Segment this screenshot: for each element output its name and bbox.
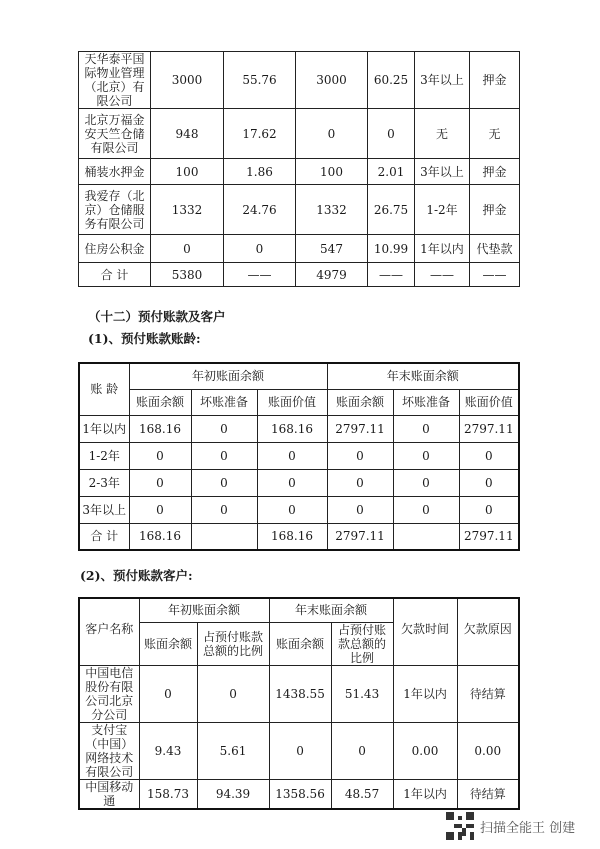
table-cell: 0	[393, 442, 459, 469]
table-cell: 0	[269, 722, 331, 779]
total-label: 合 计	[79, 263, 151, 287]
table-cell: 0	[257, 496, 327, 523]
column-header: 占预付账款总额的比例	[331, 622, 393, 665]
table-row	[79, 159, 520, 185]
row-header: 账 龄	[79, 363, 129, 415]
table-cell: 547	[296, 235, 368, 263]
group-header-start: 年初账面余额	[129, 363, 327, 389]
column-header: 占预付账款总额的比例	[197, 622, 269, 665]
column-header: 账面余额	[269, 622, 331, 665]
table-cell: 押金	[470, 159, 520, 185]
table-cell: 948	[151, 109, 224, 159]
brand-text: 扫描全能王 创建	[480, 820, 576, 836]
column-header: 客户名称	[79, 622, 139, 665]
table-cell: 168.16	[129, 523, 191, 550]
table-cell: 0	[459, 469, 519, 496]
table-cell: 0	[257, 442, 327, 469]
table-cell: 0	[331, 722, 393, 779]
table-cell: 0	[257, 469, 327, 496]
table-subheader-row	[79, 389, 519, 415]
table-cell: 无	[415, 109, 470, 159]
table-cell: 10.99	[368, 235, 415, 263]
customer-name: 我爱存（北京）仓储服务有限公司	[79, 185, 151, 235]
table-cell: 94.39	[197, 779, 269, 809]
table-cell: 100	[151, 159, 224, 185]
table-cell: 3年以上	[415, 52, 470, 109]
table-cell: 9.43	[139, 722, 197, 779]
group-header-end: 年末账面余额	[327, 363, 519, 389]
table-cell: 1年以内	[415, 235, 470, 263]
table-cell: ——	[415, 263, 470, 287]
column-header: 账面价值	[257, 389, 327, 415]
table-cell: 待结算	[457, 665, 519, 722]
table-cell	[191, 523, 257, 550]
table-cell: 押金	[470, 185, 520, 235]
table-cell: 0	[191, 415, 257, 442]
table-row	[79, 469, 519, 496]
table-cell: 0	[393, 469, 459, 496]
table-subheader-row	[79, 622, 519, 665]
table-cell: 100	[296, 159, 368, 185]
column-header: 坏账准备	[191, 389, 257, 415]
blank-cell	[457, 598, 519, 622]
table-cell: 168.16	[129, 415, 191, 442]
blank-cell	[393, 598, 457, 622]
table-cell: 0	[191, 469, 257, 496]
table-cell: 0	[327, 442, 393, 469]
aging-title: (1)、预付账款账龄:	[88, 331, 201, 346]
section-title: （十二）预付账款及客户	[88, 309, 226, 324]
table-row-total	[79, 263, 520, 287]
table-cell: 24.76	[224, 185, 296, 235]
table-cell: 0	[327, 496, 393, 523]
scanner-watermark	[446, 812, 575, 840]
table-cell: 48.57	[331, 779, 393, 809]
table-row	[79, 779, 519, 809]
aging-table	[78, 362, 520, 551]
customer-name: 支付宝（中国）网络技术有限公司	[79, 722, 139, 779]
customers-title: (2)、预付账款客户:	[80, 568, 193, 583]
table-cell: 60.25	[368, 52, 415, 109]
row-label: 2-3年	[79, 469, 129, 496]
table-cell: 0	[459, 442, 519, 469]
table-row	[79, 665, 519, 722]
table-cell: 2797.11	[327, 415, 393, 442]
table-cell: 55.76	[224, 52, 296, 109]
table-cell: 0.00	[393, 722, 457, 779]
table-cell: 2797.11	[459, 415, 519, 442]
table-cell: 3000	[296, 52, 368, 109]
table-row	[79, 415, 519, 442]
table-cell: 1332	[296, 185, 368, 235]
table-row	[79, 185, 520, 235]
table-cell: 1年以内	[393, 779, 457, 809]
column-header: 账面价值	[459, 389, 519, 415]
customers-table	[78, 597, 520, 810]
column-header: 账面余额	[139, 622, 197, 665]
table-cell: 51.43	[331, 665, 393, 722]
deposits-table	[78, 51, 520, 287]
total-label: 合 计	[79, 523, 129, 550]
row-label: 1-2年	[79, 442, 129, 469]
table-cell: 1.86	[224, 159, 296, 185]
table-cell: 代垫款	[470, 235, 520, 263]
table-cell: 0	[393, 415, 459, 442]
qr-code-icon	[446, 812, 474, 840]
table-cell: 5380	[151, 263, 224, 287]
table-cell: 0	[151, 235, 224, 263]
table-row	[79, 442, 519, 469]
table-cell: 2797.11	[459, 523, 519, 550]
table-cell: 0	[129, 442, 191, 469]
column-header: 坏账准备	[393, 389, 459, 415]
customer-name: 中国移动通	[79, 779, 139, 809]
table-cell: 2.01	[368, 159, 415, 185]
column-header: 账面余额	[327, 389, 393, 415]
table-cell: 1年以内	[393, 665, 457, 722]
group-header-start: 年初账面余额	[139, 598, 269, 622]
table-cell: 待结算	[457, 779, 519, 809]
table-cell: 0	[129, 469, 191, 496]
table-cell: 0	[197, 665, 269, 722]
table-row	[79, 109, 520, 159]
table-row	[79, 52, 520, 109]
table-cell: 0	[393, 496, 459, 523]
table-header-row	[79, 598, 519, 622]
table-cell: ——	[224, 263, 296, 287]
table-cell: 无	[470, 109, 520, 159]
table-cell: 168.16	[257, 523, 327, 550]
table-cell: 4979	[296, 263, 368, 287]
table-cell: 158.73	[139, 779, 197, 809]
customer-name: 中国电信股份有限公司北京分公司	[79, 665, 139, 722]
table-cell: 1-2年	[415, 185, 470, 235]
row-label: 3年以上	[79, 496, 129, 523]
group-header-end: 年末账面余额	[269, 598, 393, 622]
table-cell: ——	[470, 263, 520, 287]
table-cell: 3年以上	[415, 159, 470, 185]
table-cell: 2797.11	[327, 523, 393, 550]
column-header: 账面余额	[129, 389, 191, 415]
customer-name: 住房公积金	[79, 235, 151, 263]
table-cell: 168.16	[257, 415, 327, 442]
table-cell	[393, 523, 459, 550]
table-cell: 0	[327, 469, 393, 496]
table-row-total	[79, 523, 519, 550]
table-cell: 0	[459, 496, 519, 523]
table-cell: 26.75	[368, 185, 415, 235]
row-label: 1年以内	[79, 415, 129, 442]
table-cell: 0	[368, 109, 415, 159]
table-cell: 3000	[151, 52, 224, 109]
table-row	[79, 722, 519, 779]
table-cell: 1332	[151, 185, 224, 235]
table-cell: 0	[296, 109, 368, 159]
customer-name: 桶装水押金	[79, 159, 151, 185]
table-cell: 0	[129, 496, 191, 523]
table-cell: 1438.55	[269, 665, 331, 722]
table-cell: 0	[191, 442, 257, 469]
customer-name: 天华泰平国际物业管理（北京）有限公司	[79, 52, 151, 109]
table-header-row	[79, 363, 519, 389]
table-cell: 1358.56	[269, 779, 331, 809]
column-header: 欠款时间	[393, 622, 457, 665]
column-header: 欠款原因	[457, 622, 519, 665]
table-cell: 0	[139, 665, 197, 722]
table-cell: 17.62	[224, 109, 296, 159]
customer-name: 北京万福金安天竺仓储有限公司	[79, 109, 151, 159]
table-cell: 0.00	[457, 722, 519, 779]
blank-cell	[79, 598, 139, 622]
table-cell: 5.61	[197, 722, 269, 779]
table-cell: 0	[191, 496, 257, 523]
table-cell: ——	[368, 263, 415, 287]
table-cell: 押金	[470, 52, 520, 109]
table-row	[79, 235, 520, 263]
table-row	[79, 496, 519, 523]
table-cell: 0	[224, 235, 296, 263]
